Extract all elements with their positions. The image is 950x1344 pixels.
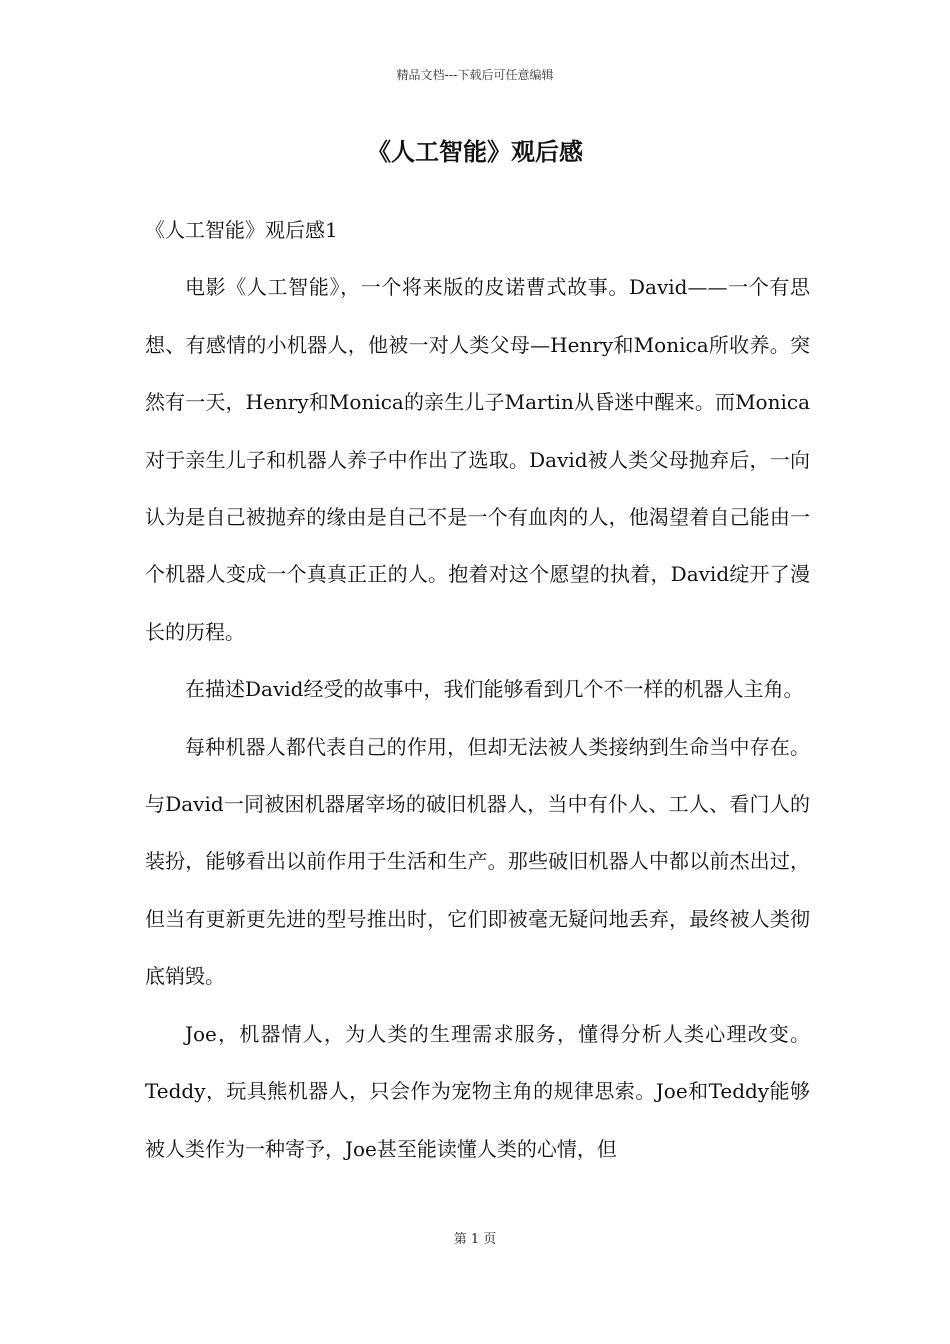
paragraph: 电影《人工智能》，一个将来版的皮诺曹式故事。David——一个有思想、有感情的小机器人，他被一对人类父母—Henry和Monica所收养。突然有一天，Henry和Monica的亲生儿子Martin从昏迷中醒来。而Monica对于亲生儿子和机器人养子中作出了选取。David被人类父母抛弃后，一向认为是自己被抛弃的缘由是自己不是一个有血肉的人，他渴望着自己能由一个机器人变成一个真真正正的人。抱着对这个愿望的执着，David绽开了漫长的历程。: [145, 275, 810, 644]
section-heading: 《人工智能》观后感1: [145, 218, 338, 242]
paragraph: 每种机器人都代表自己的作用，但却无法被人类接纳到生命当中存在。与David一同被困机器屠宰场的破旧机器人，当中有仆人、工人、看门人的装扮，能够看出以前作用于生活和生产。那些破旧机器人中都以前杰出过，但当有更新更先进的型号推出时，它们即被毫无疑问地丢弃，最终被人类彻底销毁。: [145, 734, 810, 989]
document-body: [145, 202, 810, 1178]
document-title: 《人工智能》观后感: [367, 138, 583, 166]
paragraph: 在描述David经受的故事中，我们能够看到几个不一样的机器人主角。: [185, 677, 804, 702]
header-note: 精品文档---下载后可任意编辑: [396, 68, 554, 82]
paragraph: Joe，机器情人，为人类的生理需求服务，懂得分析人类心理改变。Teddy，玩具熊机器人，只会作为宠物主角的规律思索。Joe和Teddy能够被人类作为一种寄予，Joe甚至能读懂人类的心情，但: [145, 1021, 810, 1161]
page-number: 第 1 页: [453, 1232, 497, 1247]
